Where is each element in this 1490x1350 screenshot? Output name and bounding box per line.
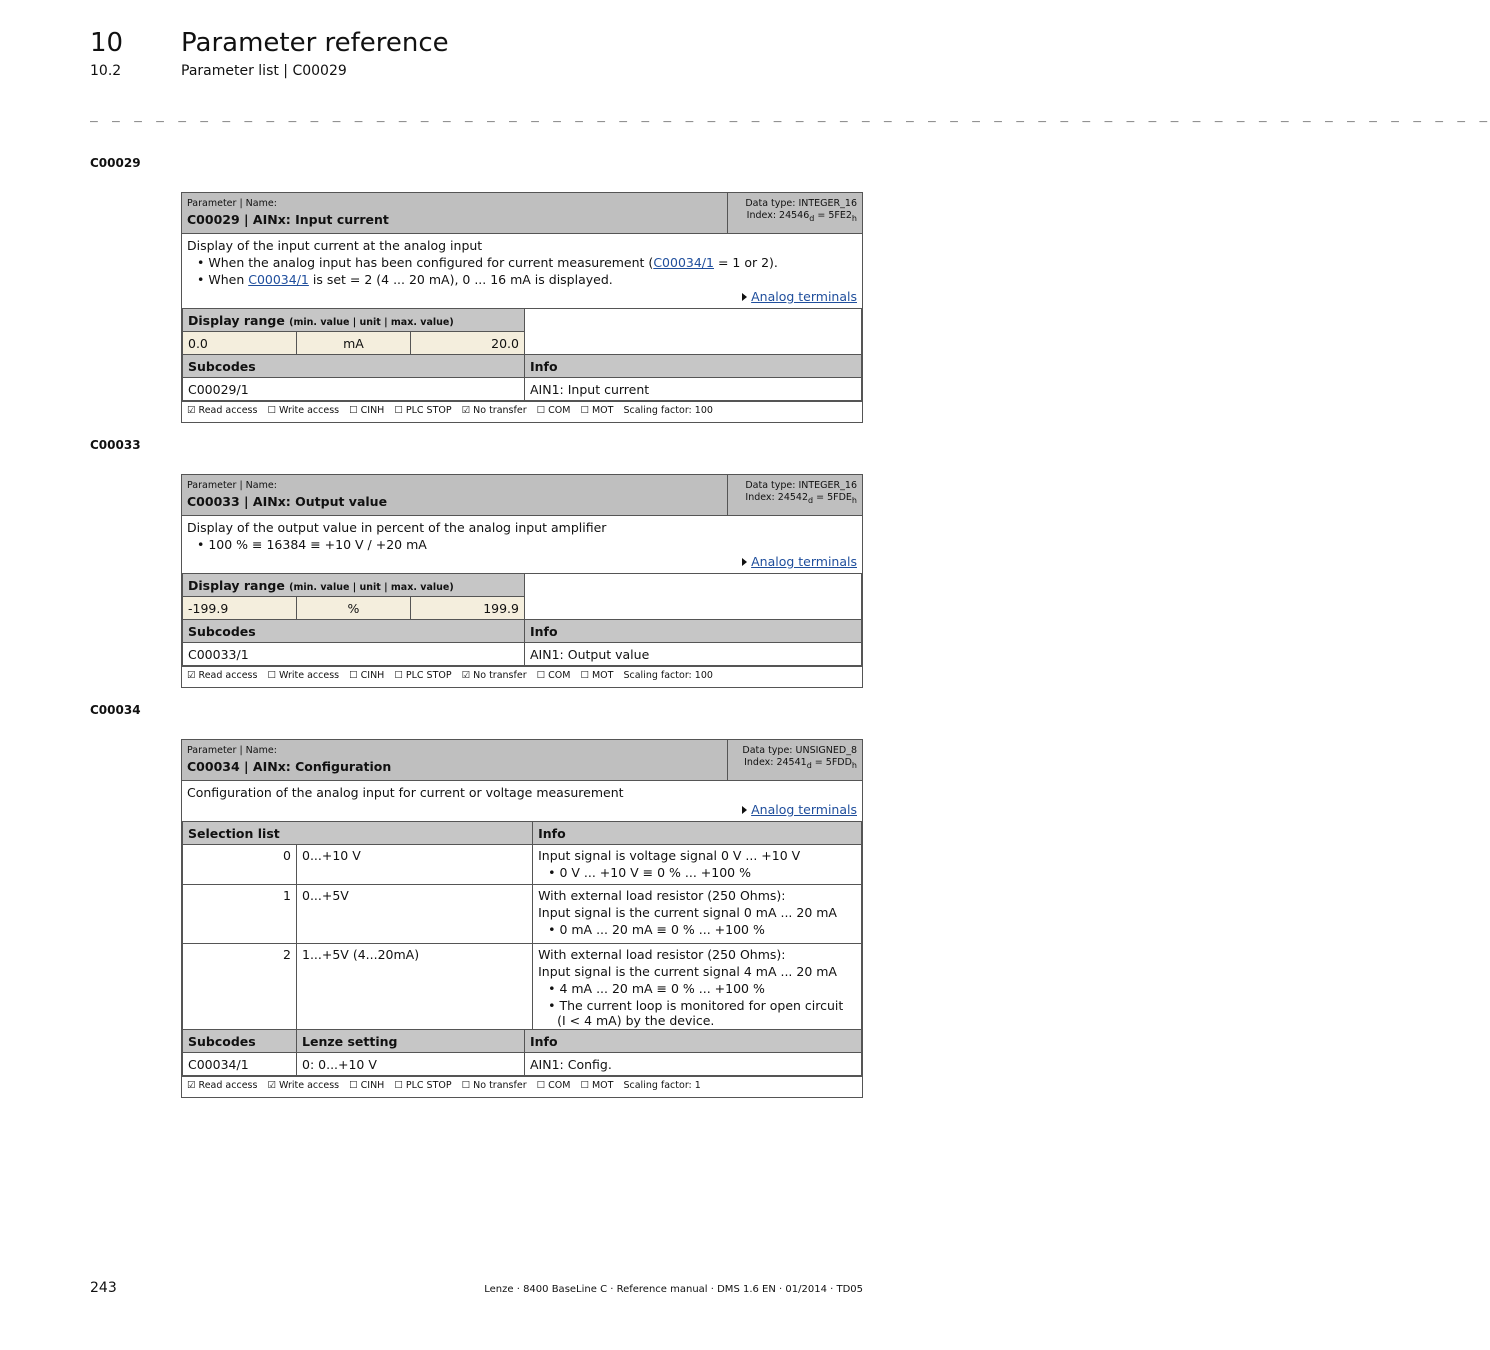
subcode: C00029/1	[183, 378, 525, 401]
param-label-c00033: C00033	[90, 438, 141, 452]
param-description: Display of the output value in percent of the analog input amplifier • 100 % ≡ 16384 ≡ +10 V / +20 mA Analog terminals	[187, 520, 857, 569]
triangle-arrow-icon	[742, 806, 747, 814]
param-description: Configuration of the analog input for current or voltage measurement Analog terminals	[187, 785, 857, 817]
subcode-info: AIN1: Config.	[525, 1053, 862, 1076]
c00034-link[interactable]: C00034/1	[653, 255, 714, 270]
param-datatype: Data type: INTEGER_16 Index: $24542_d = 5FDE_h$	[727, 475, 862, 515]
analog-terminals-link[interactable]: Analog terminals	[751, 554, 857, 569]
param-box-c00029	[181, 192, 863, 423]
c00034-link[interactable]: C00034/1	[248, 272, 309, 287]
param-box-c00033	[181, 474, 863, 688]
display-unit: %	[297, 597, 411, 620]
lenze-setting: 0: 0...+10 V	[297, 1053, 525, 1076]
display-min: 0.0	[183, 332, 297, 355]
access-flags: ☑ Read access ☑ Write access ☐ CINH ☐ PLC STOP ☐ No transfer ☐ COM ☐ MOT Scaling factor: 1	[182, 1076, 862, 1097]
display-max: 199.9	[411, 597, 525, 620]
section-title: Parameter list | C00029	[181, 63, 347, 79]
chapter-title: Parameter reference	[181, 28, 449, 58]
display-max: 20.0	[411, 332, 525, 355]
selection-table: Selection list Info 0 0...+10 V Input signal is voltage signal 0 V ... +10 V • 0 V ... +10 V ≡ 0 % ... +100 % 1 0...+5V With external load resistor (250 Ohms): Input signal is the current signal 0 mA ... 20 mA • 0 mA ... 20 mA ≡ 0 % ... +100 % 2 1...+5V (4...20mA) With external load resistor (250 Ohms): Input signal is the current signal 4 mA ... 20 mA • 4 mA ... 20 mA ≡ 0 % ... +100 % • The current loop is monitored for open circuit (I < 4 mA) by the device.	[182, 821, 862, 1030]
analog-terminals-link[interactable]: Analog terminals	[751, 802, 857, 817]
display-min: -199.9	[183, 597, 297, 620]
triangle-arrow-icon	[742, 558, 747, 566]
param-header: Parameter | Name: C00034 | AINx: Configuration Data type: UNSIGNED_8 Index: $24541_d = 5FDD_h$	[182, 740, 862, 781]
param-header: Parameter | Name: C00033 | AINx: Output value Data type: INTEGER_16 Index: $24542_d = 5FDE_h$	[182, 475, 862, 516]
param-box-c00034	[181, 739, 863, 1098]
param-table: Display range (min. value | unit | max. value) 0.0 mA 20.0 Subcodes Info C00029/1 AIN1: Input current	[182, 308, 862, 401]
param-header	[182, 193, 862, 234]
triangle-arrow-icon	[742, 293, 747, 301]
subcode: C00033/1	[183, 643, 525, 666]
subcode-info: AIN1: Output value	[525, 643, 862, 666]
param-name-label: Parameter | Name:	[187, 198, 277, 209]
header-divider: _ _ _ _ _ _ _ _ _ _ _ _ _ _ _ _ _ _ _ _ _ _ _ _ _ _ _ _ _ _ _ _ _ _ _ _ _ _ _ _ _ _ _ _ _ _ _ _ _ _ _ _ _ _ _ _ _ _ _ _ _ _ _ _	[90, 108, 1490, 123]
param-name: C00029 | AINx: Input current	[187, 212, 389, 227]
param-label-c00029: C00029	[90, 156, 141, 170]
param-description: Display of the input current at the analog input • When the analog input has been configured for current measurement (C00034/1 = 1 or 2). • When C00034/1 is set = 2 (4 ... 20 mA), 0 ... 16 mA is displayed. Analog terminals	[187, 238, 857, 304]
subcode: C00034/1	[183, 1053, 297, 1076]
param-name: C00033 | AINx: Output value	[187, 494, 388, 509]
chapter-number: 10	[90, 28, 124, 58]
document-info: Lenze · 8400 BaseLine C · Reference manual · DMS 1.6 EN · 01/2014 · TD05	[484, 1284, 863, 1295]
access-flags: ☑ Read access ☐ Write access ☐ CINH ☐ PLC STOP ☑ No transfer ☐ COM ☐ MOT Scaling factor: 100	[182, 401, 862, 422]
param-label-c00034: C00034	[90, 703, 141, 717]
access-flags: ☑ Read access ☐ Write access ☐ CINH ☐ PLC STOP ☑ No transfer ☐ COM ☐ MOT Scaling factor: 100	[182, 666, 862, 687]
display-unit: mA	[297, 332, 411, 355]
param-name: C00034 | AINx: Configuration	[187, 759, 392, 774]
param-table: Display range (min. value | unit | max. value) -199.9 % 199.9 Subcodes Info C00033/1 AIN1: Output value	[182, 573, 862, 666]
param-datatype: Data type: UNSIGNED_8 Index: $24541_d = 5FDD_h$	[727, 740, 862, 780]
param-datatype: Data type: INTEGER_16 Index: $24546_d = 5FE2_h$	[727, 193, 862, 233]
subcode-info: AIN1: Input current	[525, 378, 862, 401]
subcode-table: Subcodes Lenze setting Info C00034/1 0: 0...+10 V AIN1: Config.	[182, 1030, 862, 1076]
page-number: 243	[90, 1280, 117, 1296]
analog-terminals-link[interactable]: Analog terminals	[751, 289, 857, 304]
section-number: 10.2	[90, 63, 122, 79]
